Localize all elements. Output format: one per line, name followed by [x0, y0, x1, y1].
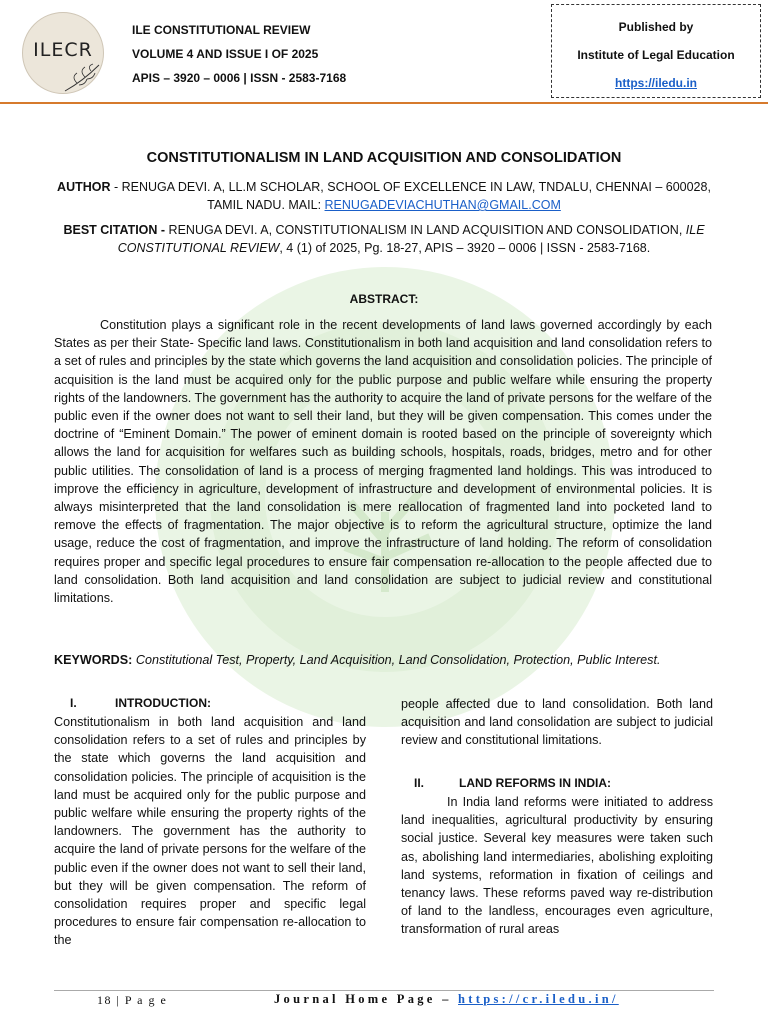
journal-logo: [22, 12, 104, 94]
citation-line: [56, 221, 712, 257]
section-heading-land-reforms: [414, 776, 611, 790]
published-by-label: Published by: [618, 20, 694, 34]
logo-text: ILECR: [33, 39, 93, 61]
publisher-box: [551, 4, 761, 98]
journal-home-page: [274, 992, 619, 1007]
section-number: I.: [70, 696, 77, 710]
home-label: Journal Home Page –: [274, 992, 459, 1006]
paper-title: CONSTITUTIONALISM IN LAND ACQUISITION AND CONSOLIDATION: [146, 150, 622, 166]
section-number: II.: [414, 776, 425, 790]
author-line: [56, 178, 712, 214]
journal-name: ILE CONSTITUTIONAL REVIEW: [132, 23, 311, 37]
section-body-introduction-continued: people affected due to land consolidation. Both land acquisition and land consolidation are subject to judicial review and constitutional limitations.: [401, 697, 713, 748]
abstract-heading: ABSTRACT:: [349, 292, 419, 306]
citation-text-1: RENUGA DEVI. A, CONSTITUTIONALISM IN LAND ACQUISITION AND CONSOLIDATION,: [165, 223, 686, 237]
section-title: LAND REFORMS IN INDIA:: [459, 776, 611, 790]
publisher-name: Institute of Legal Education: [577, 48, 735, 62]
leaf-icon: [63, 63, 103, 93]
home-link[interactable]: https://cr.iledu.in/: [458, 992, 619, 1006]
journal-identifiers: APIS – 3920 – 0006 | ISSN - 2583-7168: [132, 71, 347, 85]
keywords-text: Constitutional Test, Property, Land Acquisition, Land Consolidation, Protection, Public Interest.: [132, 653, 661, 667]
header-divider: [0, 102, 768, 104]
section-body-land-reforms: In India land reforms were initiated to address land inequalities, agricultural productivity by ensuring social justice. Several key measures were taken such as, abolishing land intermediaries, abolishing exploiting land systems, reformation in fixation of ceilings and tenancy laws. These reforms paved way re-distribution of land to the landless, encourages even agriculture, transformation of rural areas: [401, 795, 713, 937]
citation-text-2: , 4 (1) of 2025, Pg. 18-27, APIS – 3920 – 0006 | ISSN - 2583-7168.: [279, 241, 651, 255]
author-text: - RENUGA DEVI. A, LL.M SCHOLAR, SCHOOL OF EXCELLENCE IN LAW, TNDALU, CHENNAI – 600028, TAMIL NADU. MAIL:: [110, 180, 711, 212]
page-number: 18 | P a g e: [97, 993, 168, 1007]
section-heading-introduction: [70, 696, 211, 710]
keywords-line: [54, 651, 712, 669]
author-email-link[interactable]: RENUGADEVIACHUTHAN@GMAIL.COM: [324, 198, 561, 212]
section-title: INTRODUCTION:: [115, 696, 211, 710]
abstract-body: Constitution plays a significant role in the recent developments of land laws governed accordingly by each States as per their State- Specific land laws. Constitutionalism in both land acquisition and land consolidation refers to a set of rules and principles by the state which governs the land acquisition and consolidation policies. The principle of acquisition is the land must be acquired only for the public purpose and public welfare while ensuring the property rights of the landowners. The government has the authority to acquire the land of private persons for the welfare of the public even if the owner does not want to sell their land, but they will be given compensation. This comes under the doctrine of “Eminent Domain.” The power of eminent domain is rooted based on the principle of sovereignty which allows the land for acquisition for welfares such as building schools, hospitals, roads, bridges, metro and for other public utilities. The consolidation of land is a process of merging fragmented land holdings. This was introduced to improve the efficiency in agriculture, development of infrastructure and development of environmental policies. It is always misinterpreted that the land consolidation is mere reallocation of fragmented land into pocketed land to remove the effects of fragmentation. The major objective is to reform the agricultural structure, optimize the land usage, reduce the cost of fragmentation, and improve the infrastructure of land holding. The reform of consolidation requires proper and specific legal procedures to ensure fair compensation re-allocation to the people affected due to land consolidation. Both land acquisition and land consolidation are subject to judicial review and constitutional limitations.: [54, 318, 712, 606]
author-label: AUTHOR: [57, 180, 111, 194]
keywords-label: KEYWORDS:: [54, 653, 133, 667]
publisher-link[interactable]: https://iledu.in: [615, 76, 697, 90]
footer-divider: [54, 990, 714, 991]
journal-info: [132, 18, 346, 90]
citation-journal: ILE CONSTITUTIONAL REVIEW: [117, 223, 705, 255]
journal-volume: VOLUME 4 AND ISSUE I OF 2025: [132, 47, 319, 61]
section-body-introduction: Constitutionalism in both land acquisition and land consolidation refers to a set of rules and principles by the state which governs the land acquisition and consolidation policies. The principle of acquisition is the land must be acquired only for the public purpose and public welfare while ensuring the property rights of the landowners. The government has the authority to acquire the land of private persons for the welfare of the public even if the owner does not want to sell their land, but they will be given compensation. The reform of consolidation requires proper and specific legal procedures to ensure fair compensation re-allocation to the: [54, 715, 366, 948]
citation-label: BEST CITATION -: [63, 223, 166, 237]
